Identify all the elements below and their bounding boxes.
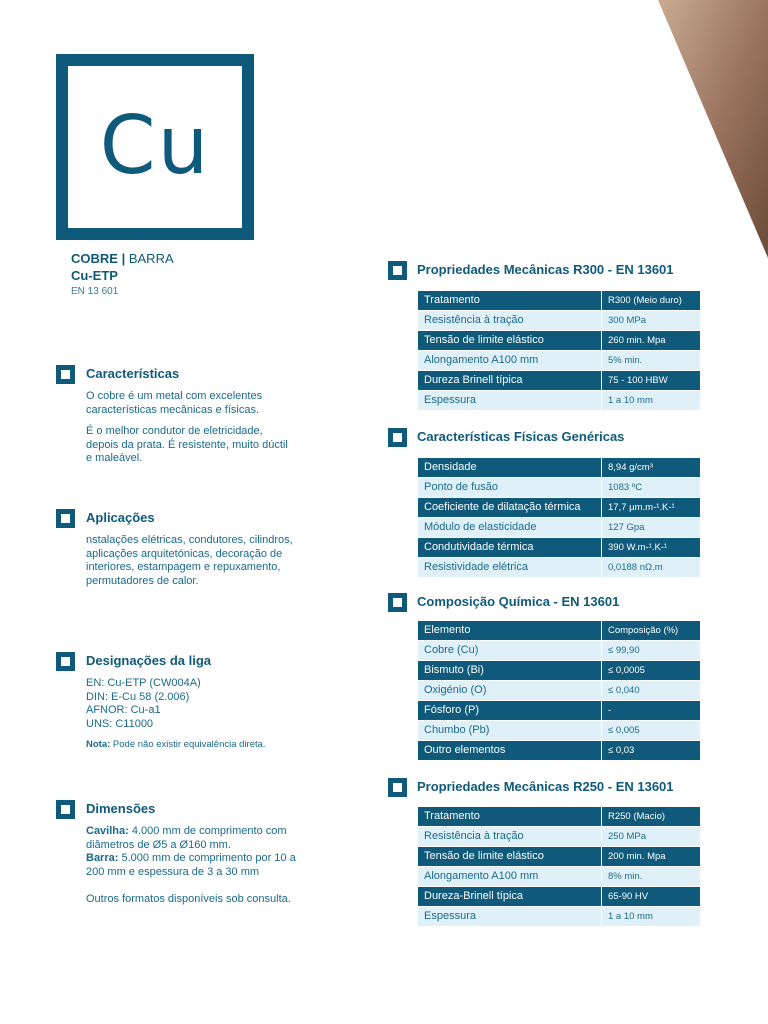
aplicacoes-text: nstalações elétricas, condutores, cilindros, aplicações arquitetónicas, decoração de interiores, estampagem e repuxamento, permutadores de calor.: [86, 534, 293, 587]
table-row: [418, 291, 701, 311]
row-label: Cobre (Cu): [418, 641, 602, 661]
designacoes-text: EN: Cu-ETP (CW004A) DIN: E-Cu 58 (2.006) AFNOR: Cu-a1 UNS: C11000 Nota: Pode não existir equivalência direta.: [86, 677, 316, 752]
bullet-square-icon: [388, 778, 407, 797]
row-label: Tratamento: [418, 291, 602, 311]
row-label: Elemento: [418, 621, 602, 641]
table-row: [418, 661, 701, 681]
table-row: [418, 907, 701, 927]
row-label: Módulo de elasticidade: [418, 518, 602, 538]
row-value: ≤ 0,005: [602, 721, 701, 741]
element-symbol: Cu: [99, 98, 211, 192]
table-row: [418, 371, 701, 391]
table-r300: [417, 290, 701, 411]
table-row: [418, 458, 701, 478]
row-value: ≤ 0,03: [602, 741, 701, 761]
standard: EN 13 601: [71, 286, 119, 297]
row-label: Alongamento A100 mm: [418, 867, 602, 887]
row-label: Tensão de limite elástico: [418, 331, 602, 351]
row-value: 8% min.: [602, 867, 701, 887]
row-value: ≤ 0,040: [602, 681, 701, 701]
bullet-square-icon: [388, 593, 407, 612]
row-value: 75 - 100 HBW: [602, 371, 701, 391]
bullet-square-icon: [56, 652, 75, 671]
row-label: Tensão de limite elástico: [418, 847, 602, 867]
bullet-square-icon: [56, 800, 75, 819]
row-value: 127 Gpa: [602, 518, 701, 538]
grade: Cu-ETP: [71, 268, 118, 283]
row-label: Alongamento A100 mm: [418, 351, 602, 371]
row-value: R250 (Macio): [602, 807, 701, 827]
table-row: [418, 847, 701, 867]
row-value: ≤ 0,0005: [602, 661, 701, 681]
table-title-r300: Propriedades Mecânicas R300 - EN 13601: [417, 262, 674, 277]
table-row: [418, 558, 701, 578]
row-label: Oxigénio (O): [418, 681, 602, 701]
row-label: Resistividade elétrica: [418, 558, 602, 578]
row-label: Dureza-Brinell típica: [418, 887, 602, 907]
caracteristicas-text: O cobre é um metal com excelentes características mecânicas e físicas. É o melhor condutor de eletricidade, depois da prata. É resistente, muito dúctil e maleável.: [86, 390, 288, 464]
row-value: 300 MPa: [602, 311, 701, 331]
row-value: 250 MPa: [602, 827, 701, 847]
section-title-designacoes: Designações da liga: [86, 653, 211, 668]
row-value: ≤ 99,90: [602, 641, 701, 661]
bullet-square-icon: [388, 428, 407, 447]
element-logo: [56, 54, 254, 240]
table-row: [418, 721, 701, 741]
row-value: 5% min.: [602, 351, 701, 371]
table-r250: [417, 806, 701, 927]
product-form: BARRA: [128, 251, 174, 266]
note: Nota: Pode não existir equivalência direta.: [86, 739, 266, 750]
row-value: 65-90 HV: [602, 887, 701, 907]
table-fisicas: [417, 457, 701, 578]
table-row: [418, 478, 701, 498]
dimensoes-text: Cavilha: 4.000 mm de comprimento com diâmetros de Ø5 a Ø160 mm. Barra: 5.000 mm de comprimento por 10 a 200 mm e espessura de 3 a 30 mm Outros formatos disponíveis sob consulta.: [86, 825, 296, 905]
product-header: [71, 252, 174, 299]
table-row: [418, 331, 701, 351]
row-value: -: [602, 701, 701, 721]
row-label: Espessura: [418, 907, 602, 927]
table-row: [418, 311, 701, 331]
row-label: Fósforo (P): [418, 701, 602, 721]
table-row: [418, 827, 701, 847]
row-label: Condutividade térmica: [418, 538, 602, 558]
table-row: [418, 621, 701, 641]
bullet-square-icon: [56, 509, 75, 528]
row-value: Composição (%): [602, 621, 701, 641]
row-value: 17,7 µm.m-¹.K-¹: [602, 498, 701, 518]
row-label: Resistência à tração: [418, 827, 602, 847]
row-value: 390 W.m-¹.K-¹: [602, 538, 701, 558]
row-label: Outro elementos: [418, 741, 602, 761]
section-title-dimensoes: Dimensões: [86, 801, 156, 816]
table-row: [418, 741, 701, 761]
row-value: R300 (Meio duro): [602, 291, 701, 311]
row-value: 260 min. Mpa: [602, 331, 701, 351]
section-title-aplicacoes: Aplicações: [86, 510, 155, 525]
row-label: Bismuto (Bi): [418, 661, 602, 681]
copper-photo-corner: [658, 0, 768, 260]
separator: |: [121, 251, 126, 266]
section-title-caracteristicas: Características: [86, 366, 180, 381]
row-label: Ponto de fusão: [418, 478, 602, 498]
table-row: [418, 701, 701, 721]
row-value: 200 min. Mpa: [602, 847, 701, 867]
bullet-square-icon: [56, 365, 75, 384]
table-row: [418, 391, 701, 411]
row-label: Chumbo (Pb): [418, 721, 602, 741]
table-title-fisicas: Características Físicas Genéricas: [417, 429, 625, 444]
table-row: [418, 518, 701, 538]
table-row: [418, 681, 701, 701]
table-quimica: [417, 620, 701, 761]
row-value: 1 a 10 mm: [602, 907, 701, 927]
row-label: Densidade: [418, 458, 602, 478]
row-value: 1 a 10 mm: [602, 391, 701, 411]
row-label: Resistência à tração: [418, 311, 602, 331]
row-label: Dureza Brinell típica: [418, 371, 602, 391]
table-row: [418, 867, 701, 887]
row-label: Espessura: [418, 391, 602, 411]
row-value: 0,0188 nΩ.m: [602, 558, 701, 578]
material-name: COBRE: [71, 251, 118, 266]
row-value: 8,94 g/cm³: [602, 458, 701, 478]
row-label: Coeficiente de dilatação térmica: [418, 498, 602, 518]
table-title-r250: Propriedades Mecânicas R250 - EN 13601: [417, 779, 674, 794]
table-row: [418, 641, 701, 661]
row-value: 1083 ºC: [602, 478, 701, 498]
table-title-quimica: Composição Química - EN 13601: [417, 594, 620, 609]
bullet-square-icon: [388, 261, 407, 280]
table-row: [418, 538, 701, 558]
table-row: [418, 887, 701, 907]
table-row: [418, 807, 701, 827]
table-row: [418, 498, 701, 518]
row-label: Tratamento: [418, 807, 602, 827]
table-row: [418, 351, 701, 371]
